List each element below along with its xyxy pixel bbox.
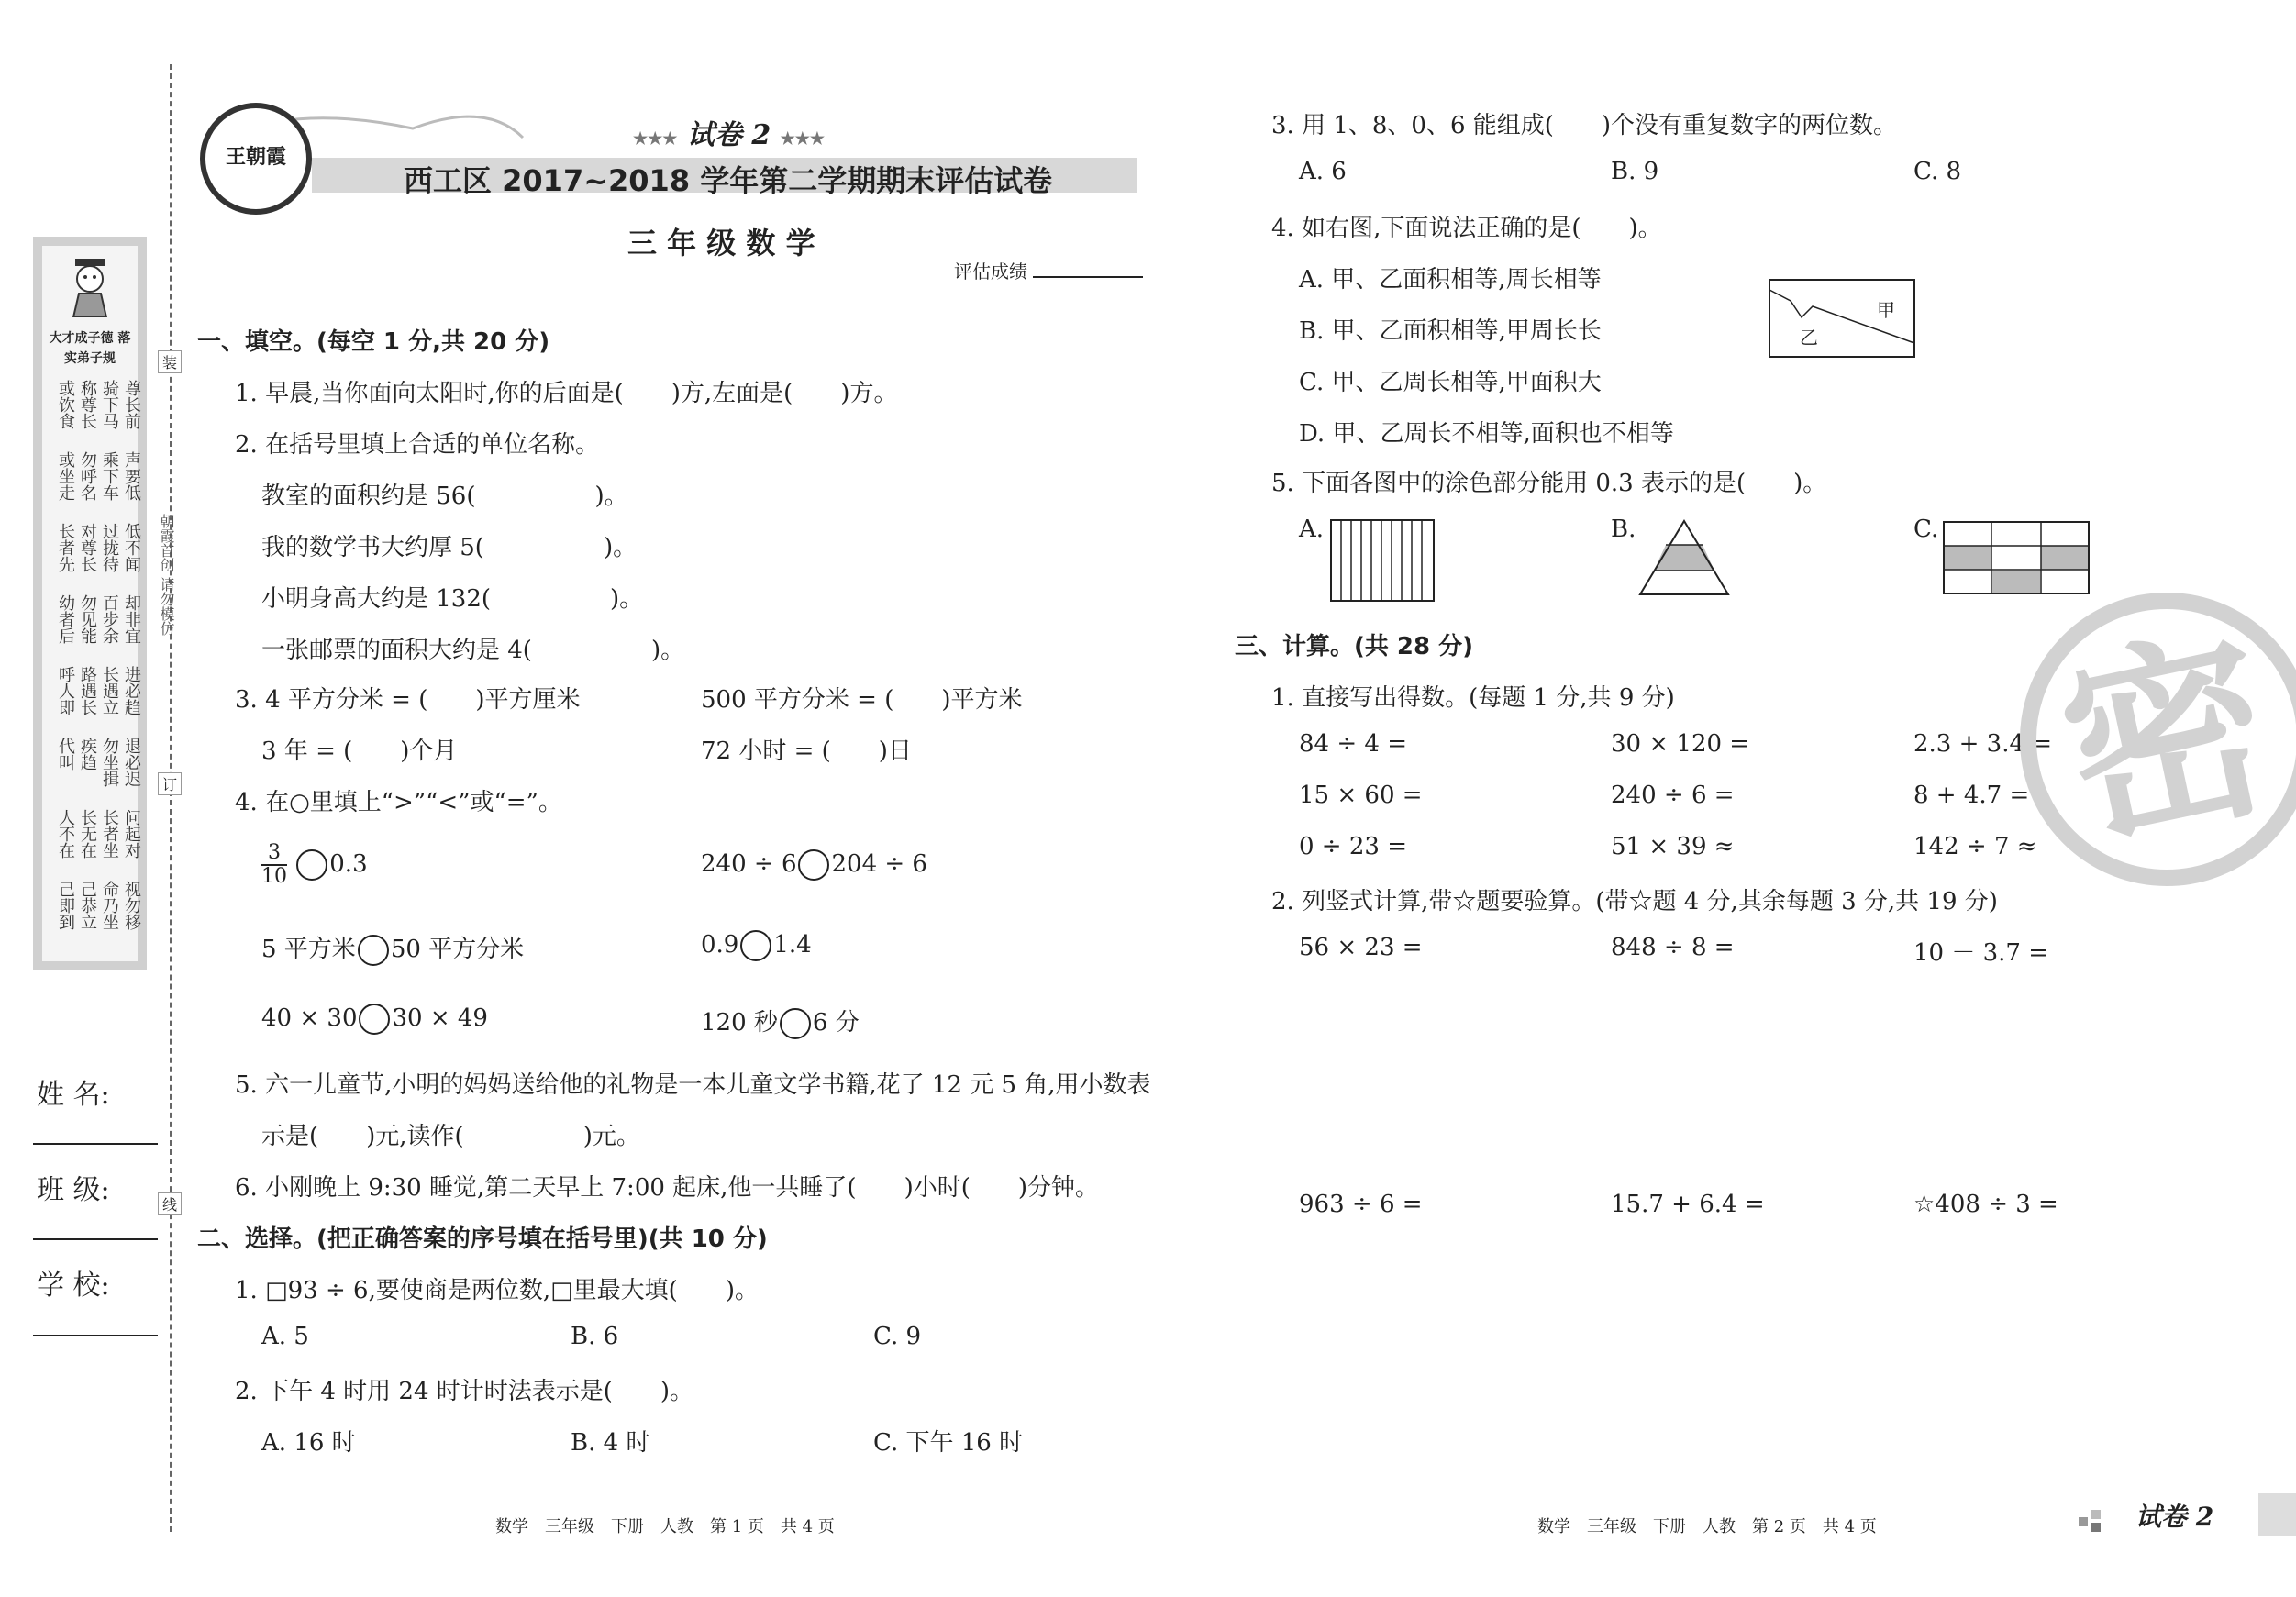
s2-q3: 3. 用 1、8、0、6 能组成( )个没有重复数字的两位数。 — [1271, 112, 1898, 139]
poem-column: 路遇长 — [78, 666, 97, 715]
compare-left: 5 平方米 — [261, 936, 356, 963]
calc-item: 51 × 39 ≈ — [1611, 833, 1735, 860]
q5-figure-b-triangle — [1638, 519, 1730, 596]
s2-q4-option-b: B. 甲、乙面积相等,甲周长长 — [1299, 317, 1602, 345]
vertical-calc-item: 10 － 3.7 = — [1913, 939, 2049, 967]
calc-item: 30 × 120 = — [1611, 730, 1750, 758]
calc-item: 8 + 4.7 = — [1913, 782, 2030, 809]
poem-column: 勿呼名 — [78, 451, 97, 501]
s1-q2c: 小明身高大约是 132( )。 — [261, 585, 644, 613]
vertical-calc-item: 56 × 23 = — [1299, 934, 1423, 961]
s1-q2b: 我的数学书大约厚 5( )。 — [261, 534, 638, 561]
class-label: 班 级: — [37, 1174, 110, 1206]
poem-column: 骑下马 — [100, 380, 119, 429]
calc-item: 0 ÷ 23 = — [1299, 833, 1407, 860]
s2-q4-option-c: C. 甲、乙周长相等,甲面积大 — [1299, 369, 1602, 396]
s1-q1: 1. 早晨,当你面向太阳时,你的后面是( )方,左面是( )方。 — [235, 380, 898, 407]
s3-q2: 2. 列竖式计算,带☆题要验算。(带☆题 4 分,其余每题 3 分,共 19 分) — [1271, 888, 1998, 915]
s2-q4-option-a: A. 甲、乙面积相等,周长相等 — [1299, 266, 1602, 294]
vertical-calc-item: 963 ÷ 6 = — [1299, 1191, 1423, 1218]
s2-q4: 4. 如右图,下面说法正确的是( )。 — [1271, 215, 1662, 242]
section2-heading: 二、选择。(把正确答案的序号填在括号里)(共 10 分) — [197, 1225, 768, 1253]
compare-right: 50 平方分米 — [390, 936, 525, 963]
calc-item: 240 ÷ 6 = — [1611, 782, 1735, 809]
poem-column: 人不在 — [56, 809, 75, 859]
binding-word-xian: 线 — [158, 1192, 182, 1215]
compare-right: 1.4 — [773, 931, 812, 959]
vertical-calc-item: ☆408 ÷ 3 = — [1913, 1191, 2058, 1218]
binding-word-zhuang: 装 — [158, 350, 182, 373]
poem-column: 己恭立 — [78, 881, 97, 930]
poem-column: 进必趋 — [122, 666, 141, 715]
school-label: 学 校: — [37, 1270, 110, 1302]
poem-column: 称尊长 — [78, 380, 97, 429]
poem-column: 疾趋 — [78, 738, 97, 771]
s2-q4-option-d: D. 甲、乙周长不相等,面积也不相等 — [1299, 420, 1674, 448]
s2-q3-option-c: C. 8 — [1913, 158, 1962, 185]
poem-column: 问起对 — [122, 809, 141, 859]
s2-q1-option-c: C. 9 — [873, 1323, 922, 1350]
footer-tab — [2079, 1493, 2296, 1536]
s2-q5-option-c: C. — [1913, 516, 1939, 543]
vertical-calc-item: 848 ÷ 8 = — [1611, 934, 1735, 961]
compare-left: 0.9 — [701, 931, 739, 959]
seal-watermark-text: 密 — [2043, 604, 2290, 877]
poem-column: 长者坐 — [100, 809, 119, 859]
poem-column: 过拢待 — [100, 523, 119, 572]
stars-left: ★★★ — [633, 129, 678, 149]
compare-right: 0.3 — [329, 850, 368, 878]
s1-q2: 2. 在括号里填上合适的单位名称。 — [235, 431, 600, 459]
s2-q1: 1. □93 ÷ 6,要使商是两位数,□里最大填( )。 — [235, 1277, 759, 1304]
fig-label-jia: 甲 — [1877, 299, 1895, 321]
s1-q4d — [701, 930, 812, 961]
binding-line — [170, 64, 172, 1532]
score-field[interactable] — [1033, 276, 1143, 278]
calc-item: 15 × 60 = — [1299, 782, 1423, 809]
compare-circle[interactable] — [359, 1004, 390, 1035]
binding-word-ding: 订 — [158, 772, 182, 795]
confidential-seal — [2020, 593, 2296, 886]
poem-column: 或坐走 — [56, 451, 75, 501]
poem-column: 却非宜 — [122, 594, 141, 644]
compare-right: 6 分 — [812, 1009, 860, 1037]
vertical-calc-item: 15.7 + 6.4 = — [1611, 1191, 1765, 1218]
s1-q2d: 一张邮票的面积大约是 4( )。 — [261, 637, 685, 664]
poem-column: 或饮食 — [56, 380, 75, 429]
calc-item: 2.3 + 3.4 = — [1913, 730, 2053, 758]
s3-q1: 1. 直接写出得数。(每题 1 分,共 9 分) — [1271, 684, 1675, 712]
compare-circle[interactable] — [296, 849, 327, 881]
poem-column: 勿坐揖 — [100, 738, 119, 787]
compare-circle[interactable] — [780, 1008, 811, 1039]
footer-tab-label: 试卷 2 — [2135, 1502, 2214, 1532]
s1-q2a: 教室的面积约是 56( )。 — [261, 482, 628, 510]
section3-heading: 三、计算。(共 28 分) — [1235, 633, 1474, 660]
compare-circle[interactable] — [740, 930, 771, 961]
footer-right: 数学 三年级 下册 人教 第 2 页 共 4 页 — [1537, 1517, 1877, 1536]
compare-left: 240 ÷ 6 — [701, 850, 797, 878]
q5-figure-a-stripes — [1330, 519, 1435, 602]
fig-label-yi: 乙 — [1800, 327, 1818, 349]
poem-columns — [46, 380, 141, 948]
s1-q4b — [701, 849, 927, 881]
class-field[interactable] — [33, 1238, 158, 1240]
compare-right: 204 ÷ 6 — [831, 850, 927, 878]
poem-column: 乘下车 — [100, 451, 119, 501]
fraction-numerator: 3 — [261, 842, 287, 866]
exam-subtitle: 三 年 级 数 学 — [627, 226, 815, 261]
poem-column: 对尊长 — [78, 523, 97, 572]
s2-q2-option-b: B. 4 时 — [571, 1429, 650, 1457]
paper-number — [633, 112, 825, 152]
exam-title: 西工区 2017~2018 学年第二学期期末评估试卷 — [404, 163, 1053, 198]
compare-circle[interactable] — [358, 935, 389, 966]
compare-left: 40 × 30 — [261, 1004, 358, 1032]
name-field[interactable] — [33, 1143, 158, 1145]
poem-column: 尊长前 — [122, 380, 141, 429]
school-field[interactable] — [33, 1335, 158, 1336]
s1-q3d: 72 小时 = ( )日 — [701, 738, 912, 765]
s2-q1-option-a: A. 5 — [261, 1323, 309, 1350]
fraction-denominator: 10 — [261, 865, 287, 888]
s1-q4a — [261, 842, 368, 888]
s2-q5: 5. 下面各图中的涂色部分能用 0.3 表示的是( )。 — [1271, 470, 1827, 497]
s2-q2-option-a: A. 16 时 — [261, 1429, 356, 1457]
calc-item: 142 ÷ 7 ≈ — [1913, 833, 2037, 860]
name-label: 姓 名: — [37, 1079, 110, 1111]
s1-q3b: 500 平方分米 = ( )平方米 — [701, 686, 1023, 714]
q5-figure-c-grid — [1943, 521, 2090, 594]
scholar-icon — [62, 253, 117, 317]
s1-q3a: 3. 4 平方分米 = ( )平方厘米 — [235, 686, 581, 714]
compare-left: 120 秒 — [701, 1009, 778, 1037]
s2-q2: 2. 下午 4 时用 24 时计时法表示是( )。 — [235, 1378, 694, 1405]
poem-column: 命乃坐 — [100, 881, 119, 930]
logo-text: 王朝霞 — [225, 145, 286, 169]
poem-column: 退必迟 — [122, 738, 141, 787]
poem-column: 百步余 — [100, 594, 119, 644]
poem-column: 勿见能 — [78, 594, 97, 644]
poem-column: 长遇立 — [100, 666, 119, 715]
s1-q5b: 示是( )元,读作( )元。 — [261, 1123, 640, 1150]
motto-text: 大才成子德 落实弟子规 — [49, 331, 131, 366]
compare-circle[interactable] — [798, 849, 829, 881]
footer-left: 数学 三年级 下册 人教 第 1 页 共 4 页 — [495, 1517, 835, 1536]
poem-column: 己即到 — [56, 881, 75, 930]
poem-column: 低不闻 — [122, 523, 141, 572]
poem-column: 幼者后 — [56, 594, 75, 644]
score-label-text: 评估成绩 — [954, 261, 1027, 283]
section1-heading: 一、填空。(每空 1 分,共 20 分) — [197, 328, 550, 356]
poem-column: 声要低 — [122, 451, 141, 501]
s2-q3-option-a: A. 6 — [1299, 158, 1347, 185]
stars-right: ★★★ — [780, 129, 826, 149]
score-label — [954, 257, 1143, 283]
s2-q1-option-b: B. 6 — [571, 1323, 619, 1350]
fraction — [261, 842, 287, 888]
s1-q3c: 3 年 = ( )个月 — [261, 738, 458, 765]
s1-q5a: 5. 六一儿童节,小明的妈妈送给他的礼物是一本儿童文学书籍,花了 12 元 5 角,用小数表 — [235, 1071, 1151, 1099]
poem-column: 长者先 — [56, 523, 75, 572]
poem-column: 代叫 — [56, 738, 75, 771]
copyright-notice: 朝霞首创 请勿模仿 — [158, 514, 175, 637]
compare-right: 30 × 49 — [392, 1004, 488, 1032]
s2-q5-option-a: A. — [1299, 516, 1325, 543]
s1-q4c — [261, 930, 524, 966]
calc-item: 84 ÷ 4 = — [1299, 730, 1407, 758]
s2-q2-option-c: C. 下午 16 时 — [873, 1429, 1024, 1457]
s1-q4e — [261, 1004, 488, 1035]
s2-q3-option-b: B. 9 — [1611, 158, 1659, 185]
s2-q5-option-b: B. — [1611, 516, 1636, 543]
poem-column: 呼人即 — [56, 666, 75, 715]
sidebar-motto-panel — [33, 237, 147, 970]
poem-column: 长无在 — [78, 809, 97, 859]
s1-q6: 6. 小刚晚上 9:30 睡觉,第二天早上 7:00 起床,他一共睡了( )小时( )分钟。 — [235, 1174, 1100, 1202]
logo-badge — [200, 103, 312, 215]
s1-q4: 4. 在○里填上“>”“<”或“=”。 — [235, 789, 562, 816]
s1-q4f — [701, 1004, 860, 1039]
poem-column: 视勿移 — [122, 881, 141, 930]
paper-label: 试卷 2 — [686, 119, 771, 151]
